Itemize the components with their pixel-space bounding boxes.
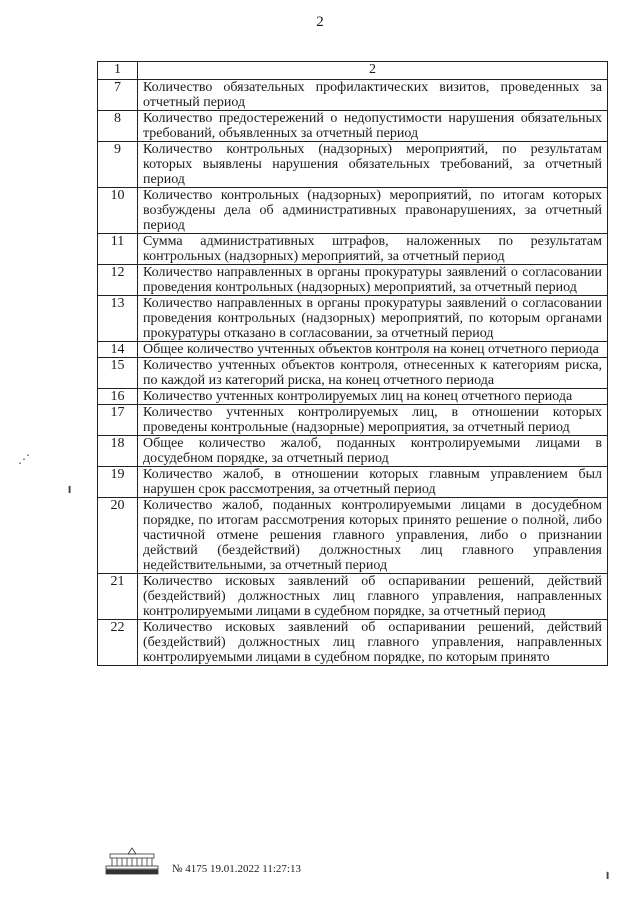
column-header-number: 1 [98,62,138,80]
scan-mark: ⋰ [18,452,30,466]
row-number: 9 [98,142,138,188]
page-number: 2 [316,14,324,30]
scan-mark: ╹ [66,486,74,500]
row-indicator-text: Общее количество жалоб, поданных контролируемыми лицами в досудебном порядке, за отчетный период [138,436,608,467]
table-row [98,358,608,389]
row-number: 19 [98,467,138,498]
table-row [98,405,608,436]
table-row [98,80,608,111]
row-indicator-text: Количество учтенных контролируемых лиц, в отношении которых проведены контрольные (надзорные) мероприятия, за отчетный период [138,405,608,436]
row-indicator-text: Количество исковых заявлений об оспаривании решений, действий (бездействий) должностных лиц главного управления, направленных контролируемыми лицами в судебном порядке, за отчетный период [138,574,608,620]
row-number: 14 [98,342,138,358]
row-number: 21 [98,574,138,620]
table-header-row [98,62,608,80]
table-row [98,620,608,666]
footer-emblem [102,846,162,876]
row-indicator-text: Количество контрольных (надзорных) мероприятий, по итогам которых возбуждены дела об административных правонарушениях, за отчетный период [138,188,608,234]
row-indicator-text: Сумма административных штрафов, наложенных по результатам контрольных (надзорных) мероприятий, за отчетный период [138,234,608,265]
table-row [98,265,608,296]
row-number: 8 [98,111,138,142]
row-indicator-text: Количество обязательных профилактических визитов, проведенных за отчетный период [138,80,608,111]
row-number: 17 [98,405,138,436]
table-row [98,111,608,142]
row-indicator-text: Количество жалоб, в отношении которых главным управлением был нарушен срок рассмотрения, за отчетный период [138,467,608,498]
row-indicator-text: Количество направленных в органы прокуратуры заявлений о согласовании проведения контрольных (надзорных) мероприятий, по которым органами прокуратуры отказано в согласовании, за отчетный период [138,296,608,342]
row-indicator-text: Количество учтенных контролируемых лиц на конец отчетного периода [138,389,608,405]
row-number: 11 [98,234,138,265]
row-number: 13 [98,296,138,342]
table-row [98,498,608,574]
table-row [98,436,608,467]
table-row [98,296,608,342]
row-indicator-text: Количество контрольных (надзорных) мероприятий, по результатам которых выявлены нарушения обязательных требований, за отчетный период [138,142,608,188]
row-number: 22 [98,620,138,666]
table-row [98,389,608,405]
row-number: 10 [98,188,138,234]
scan-mark: ╹ [604,872,612,886]
table-row [98,467,608,498]
table-row [98,574,608,620]
table-row [98,142,608,188]
table-row [98,234,608,265]
row-number: 15 [98,358,138,389]
row-indicator-text: Количество учтенных объектов контроля, отнесенных к категориям риска, по каждой из категорий риска, на конец отчетного периода [138,358,608,389]
row-number: 12 [98,265,138,296]
row-indicator-text: Количество исковых заявлений об оспаривании решений, действий (бездействий) должностных лиц главного управления, направленных контролируемыми лицами в судебном порядке, по которым принято [138,620,608,666]
row-indicator-text: Количество жалоб, поданных контролируемыми лицами в досудебном порядке, по итогам рассмотрения которых принято решение о полной, либо частичной отмене решения главного управления, либо о признании действий (бездействий) должностных лиц главного управления недействительными, за отчетный период [138,498,608,574]
indicators-table [97,61,608,666]
building-emblem-icon [102,846,162,876]
table-row [98,188,608,234]
row-number: 20 [98,498,138,574]
row-number: 7 [98,80,138,111]
row-number: 16 [98,389,138,405]
row-indicator-text: Количество предостережений о недопустимости нарушения обязательных требований, объявленных за отчетный период [138,111,608,142]
column-header-indicator: 2 [138,62,608,80]
table-row [98,342,608,358]
registration-stamp: № 4175 19.01.2022 11:27:13 [172,863,301,875]
row-number: 18 [98,436,138,467]
row-indicator-text: Общее количество учтенных объектов контроля на конец отчетного периода [138,342,608,358]
row-indicator-text: Количество направленных в органы прокуратуры заявлений о согласовании проведения контрольных (надзорных) мероприятий, за отчетный период [138,265,608,296]
